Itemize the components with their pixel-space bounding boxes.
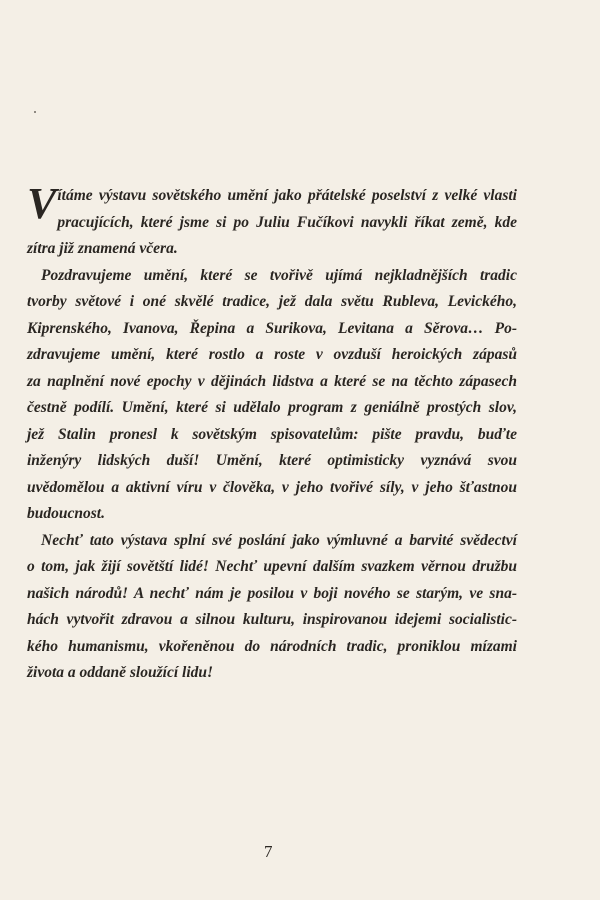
print-speck [34, 111, 36, 113]
page-number: 7 [264, 842, 273, 861]
text-line: tvorby světové i oné skvělé tradice, jež dala světu Rubleva, Levického, [27, 293, 517, 310]
text-line: inženýry lidských duší! Umění, které optimisticky vyznává svou [27, 452, 517, 469]
text-line: budoucnost. [27, 505, 105, 522]
text-line: zdravujeme umění, které rostlo a roste v ovzduší heroických zápasů [27, 346, 517, 363]
text-line: o tom, jak žijí sovětští lidé! Nechť upevní dalším svazkem věrnou družbu [27, 558, 517, 575]
text-line: ítáme výstavu sovětského umění jako přátelské poselství z velké vlasti [57, 187, 517, 204]
drop-cap: V [27, 179, 57, 228]
text-line: hách vytvořit zdravou a silnou kulturu, inspirovanou idejemi socialistic- [27, 611, 517, 628]
text-line: za naplnění nové epochy v dějinách lidstva a které se na těchto zápasech [27, 372, 517, 390]
text-line: kého humanismu, vkořeněnou do národních tradic, proniklou mízami [27, 637, 517, 655]
text-line: čestně podílí. Umění, které si udělalo program z geniálně prostých slov, [27, 399, 517, 416]
text-line: Pozdravujeme umění, které se tvořivě ujímá nejkladnějších tradic [41, 266, 517, 284]
text-line: uvědomělou a aktivní víru v člověka, v jeho tvořivé síly, v jeho šťastnou [27, 478, 517, 496]
paragraph-3 [27, 528, 517, 687]
text-line: Nechť tato výstava splní své poslání jako výmluvné a barvité svědectví [41, 531, 517, 549]
text-line: života a oddaně sloužící lidu! [27, 664, 214, 681]
text-line: našich národů! A nechť nám je posilou v boji nového se starým, ve sna- [27, 584, 517, 602]
paragraph-2 [27, 263, 517, 528]
paragraph-1 [27, 179, 517, 263]
text-line: jež Stalin pronesl k sovětským spisovatelům: pište pravdu, buďte [27, 425, 517, 443]
text-line: Kiprenského, Ivanova, Řepina a Surikova, Levitana a Sěrova… Po- [27, 319, 517, 337]
text-line: zítra již znamená včera. [27, 240, 178, 257]
text-line: pracujících, které jsme si po Juliu Fučíkovi navykli říkat země, kde [57, 213, 517, 231]
body-text [27, 179, 517, 687]
